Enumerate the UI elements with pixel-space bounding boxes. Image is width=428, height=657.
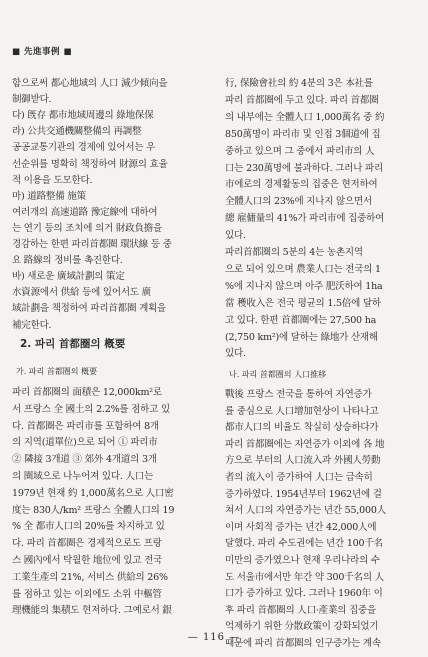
text-line: (2,750 km²)에 달하는 綠地가 산재해 bbox=[225, 331, 378, 343]
text-line: 工業生產의 21%, 서비스 供給의 26% bbox=[12, 571, 168, 583]
text-line: 總 雇傭量의 41%가 파리市에 집중하여 bbox=[225, 213, 385, 225]
text-line: 를 중심으로 人口增加현상이 나타나고 bbox=[225, 405, 379, 417]
text-line: 파리 首都圈에는 자연증가 이외에 各 地 bbox=[225, 438, 385, 450]
text-line: 때문에 파리 首都圈의 인구증가는 계속 bbox=[225, 638, 381, 649]
text-line: 이며 사회적 증가는 년간 42,000人에 bbox=[225, 521, 377, 533]
text-line: 域計劃을 책정하여 파리首都圈 계획을 bbox=[12, 303, 167, 315]
text-line: 있다. bbox=[225, 230, 246, 242]
text-line: 고 있다. 한편 首都圈에는 27,500 ha bbox=[225, 314, 377, 326]
text-line: 다. 파리 首都圈은 경제적으로도 프랑 bbox=[12, 538, 162, 550]
text-line: 적 이용을 도모한다. bbox=[12, 174, 93, 186]
text-line: 1979년 현재 約 1,000萬名으로 人口密 bbox=[12, 487, 174, 499]
text-line: 요 路線의 정비를 촉진한다. bbox=[12, 255, 123, 267]
text-line: 경감하는 한편 파리首都圈 環狀線 등 중 bbox=[12, 239, 172, 250]
text-line: 의 내부에는 全體人口 1,000萬名 중 約 bbox=[225, 111, 385, 123]
text-line: % 全 都市人口의 20%를 차지하고 있 bbox=[12, 521, 165, 533]
subsection-title: 가. 파리 首都圈의 槪要 bbox=[16, 367, 98, 376]
text-line: 증가하였다. 1954년부터 1962년에 걸 bbox=[225, 488, 382, 500]
text-line: 있다. bbox=[225, 348, 246, 360]
text-line: 파리 首都圈의 面積은 12,000km²로 bbox=[12, 387, 162, 398]
text-line: 억제하기 위한 分散政策이 강화되었기 bbox=[225, 621, 379, 633]
text-line: 水資源에서 供給 등에 있어서도 廣 bbox=[12, 287, 151, 299]
text-line: 여러개의 高速道路 豫定線에 대하여 bbox=[12, 206, 158, 218]
text-line: 戰後 프랑스 전국을 통하여 자연증가 bbox=[225, 389, 372, 400]
text-line: 마) 道路整備 施策 bbox=[12, 190, 86, 202]
text-line: 다) 旣存 都市地域周邊의 綠地保保 bbox=[12, 110, 154, 122]
section-header: ■ 先進事例 ■ bbox=[12, 47, 72, 57]
text-line: 공공교통기관의 경제에 있어서는 우 bbox=[12, 142, 156, 154]
text-line: %에 지나지 않으며 아주 肥沃하여 1ha bbox=[225, 280, 383, 292]
text-line: 를 점하고 있는 이외에도 소위 中樞管 bbox=[12, 588, 162, 600]
text-line: 다. 首都圈은 파리市를 포함하여 8개 bbox=[12, 420, 159, 432]
text-line: 도 서울市에서만 年간 약 300千名의 人 bbox=[225, 571, 384, 583]
text-line: 口가 증가하고 있다. 그러나 1960年 이 bbox=[225, 588, 383, 600]
text-line: 후 파리 首都圈의 人口·產業의 집중을 bbox=[225, 604, 377, 616]
text-line: 行, 保險會社의 約 4분의 3은 本社를 bbox=[225, 78, 373, 89]
text-line: 중하고 있으며 그 중에서 파리市의 人 bbox=[225, 145, 375, 157]
text-line: 度는 830人/km² 프랑스 全體人口의 19 bbox=[12, 504, 175, 516]
section-title: 2. 파리 首都圈의 槪要 bbox=[20, 338, 126, 350]
text-line: 補完한다. bbox=[12, 319, 52, 331]
text-line: 當 穫收入은 전국 평균의 1.5倍에 달하 bbox=[225, 297, 381, 309]
text-line: 市에로의 경제활동의 집중은 현저하여 bbox=[225, 179, 378, 191]
subsection-title: 나. 파리 首都圈의 人口推移 bbox=[229, 370, 327, 379]
text-line: 制御받다. bbox=[12, 94, 52, 106]
text-line: 全體人口의 23%에 지나지 않으면서 bbox=[225, 196, 372, 208]
text-line: 서 프랑스 全 國土의 2.2%를 점하고 있 bbox=[12, 403, 170, 415]
text-line: 파리首都圈의 5분의 4는 농촌지역 bbox=[225, 247, 363, 258]
text-line: 의 圈域으로 나누어져 있다. 人口는 bbox=[12, 471, 154, 482]
text-line: 都市人口의 비율도 착실히 상승하다가 bbox=[225, 422, 379, 434]
text-line: 者의 流入이 증가하여 人口는 급속히 bbox=[225, 472, 373, 483]
text-line: 理機能의 集積도 현저하다. 그예로서 銀 bbox=[12, 605, 172, 617]
text-line: 쳐서 人口의 자연증가는 년간 55,000人 bbox=[225, 505, 386, 517]
text-line: 바) 새로운 廣域計劃의 策定 bbox=[12, 271, 125, 283]
text-line: ② 隣接 3개道 ③ 郊外 4개道의 3개 bbox=[12, 454, 157, 466]
text-line: 파리 首都圈에 두고 있다. 파리 首都圈 bbox=[225, 94, 379, 106]
text-line: 스 國內에서 탁월한 地位에 있고 전국 bbox=[12, 555, 163, 566]
text-line: 미만의 증가였으나 현재 우리나라의 수 bbox=[225, 555, 380, 566]
text-line: 는 연기 등의 조치에 의거 財政負擔을 bbox=[12, 222, 163, 234]
text-line: 라) 公共交通機關整備의 再調整 bbox=[12, 126, 142, 138]
page-number: — 116 — bbox=[187, 632, 241, 643]
text-line: 으로 되어 있으며 農業人口는 전국의 1 bbox=[225, 263, 381, 275]
text-line: 선순위를 명확히 책정하여 財源의 효율 bbox=[12, 158, 168, 170]
text-line: 850萬명이 파리市 및 인접 3個道에 집 bbox=[225, 128, 381, 140]
text-line: 口는 230萬명에 불과하다. 그러나 파리 bbox=[225, 162, 383, 174]
text-line: 함으로써 都心地域의 人口 減少傾向을 bbox=[12, 78, 168, 89]
text-line: 달했다. 파리 수도권에는 년간 100千名 bbox=[225, 538, 383, 550]
text-line: 의 지역(道單位)으로 되어 ① 파리市 bbox=[12, 437, 158, 449]
text-line: 方으로 부터의 人口流入과 外國人勞動 bbox=[225, 455, 381, 467]
